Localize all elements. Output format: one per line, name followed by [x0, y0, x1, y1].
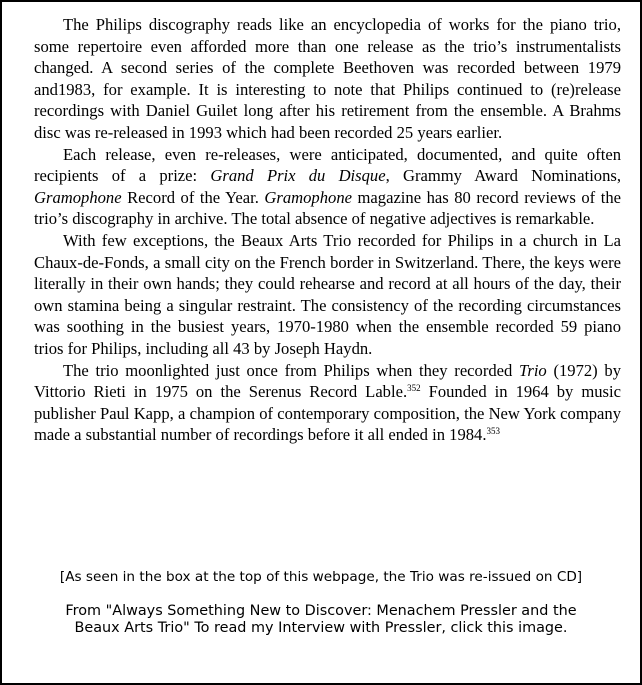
title-gramophone-magazine: Gramophone: [264, 187, 352, 207]
source-caption-line-2: Beaux Arts Trio" To read my Interview with Pressler, click this image.: [74, 620, 568, 636]
book-excerpt-text: [34, 14, 621, 446]
footnote-ref-352: 352: [407, 383, 421, 394]
footnote-ref-353: 353: [486, 426, 501, 437]
title-gramophone: Gramophone: [34, 187, 122, 207]
paragraph-releases-prizes: Each release, even re-releases, were anticipated, documented, and quite often recipients of a prize: Grand Prix du Disque, Grammy Award Nominations, Gramophone Record of the Year. Gramophone magazine has 80 record reviews of the trio’s discography in archive. The total absence of negative adjectives is remarkable.: [34, 144, 622, 229]
source-caption[interactable]: [2, 603, 640, 637]
paragraph-serenus-record: The trio moonlighted just once from Philips when they recorded Trio (1972) by Vittorio Rieti in 1975 on the Serenus Record Lable.$^{352}$ Founded in 1964 by music publisher Paul Kapp, a champion of contemporary composition, the New York company made a substantial number of recordings before it all ended in 1984.$^{353}$: [34, 360, 621, 445]
paragraph-recording-church: With few exceptions, the Beaux Arts Trio recorded for Philips in a church in La Chaux-de-Fonds, a small city on the French border in Switzerland. There, the keys were literally in their own hands; they could rehearse and record at all hours of the day, their own stamina being a singular restraint. The consistency of the recording circumstances was soothing in the busiest years, 1970-1980 when the ensemble recorded 59 piano trios for Philips, including all 43 by Joseph Haydn.: [34, 230, 621, 358]
title-grand-prix-du-disque: Grand Prix du Disque: [210, 166, 386, 186]
cd-reissue-note: [As seen in the box at the top of this webpage, the Trio was re-issued on CD]: [59, 569, 583, 585]
title-trio: Trio: [519, 360, 547, 380]
source-caption-line-1: From "Always Something New to Discover: Menachem Pressler and the: [65, 603, 577, 619]
paragraph-philips-discography: The Philips discography reads like an encyclopedia of works for the piano trio, some repertoire even afforded more than one release as the trio’s instrumentalists changed. A second series of the complete Beethoven was recorded between 1979 and1983, for example. It is interesting to note that Philips continued to (re)release recordings with Daniel Guilet long after his retirement from the ensemble. A Brahms disc was re-released in 1993 which had been recorded 25 years earlier.: [34, 15, 621, 142]
